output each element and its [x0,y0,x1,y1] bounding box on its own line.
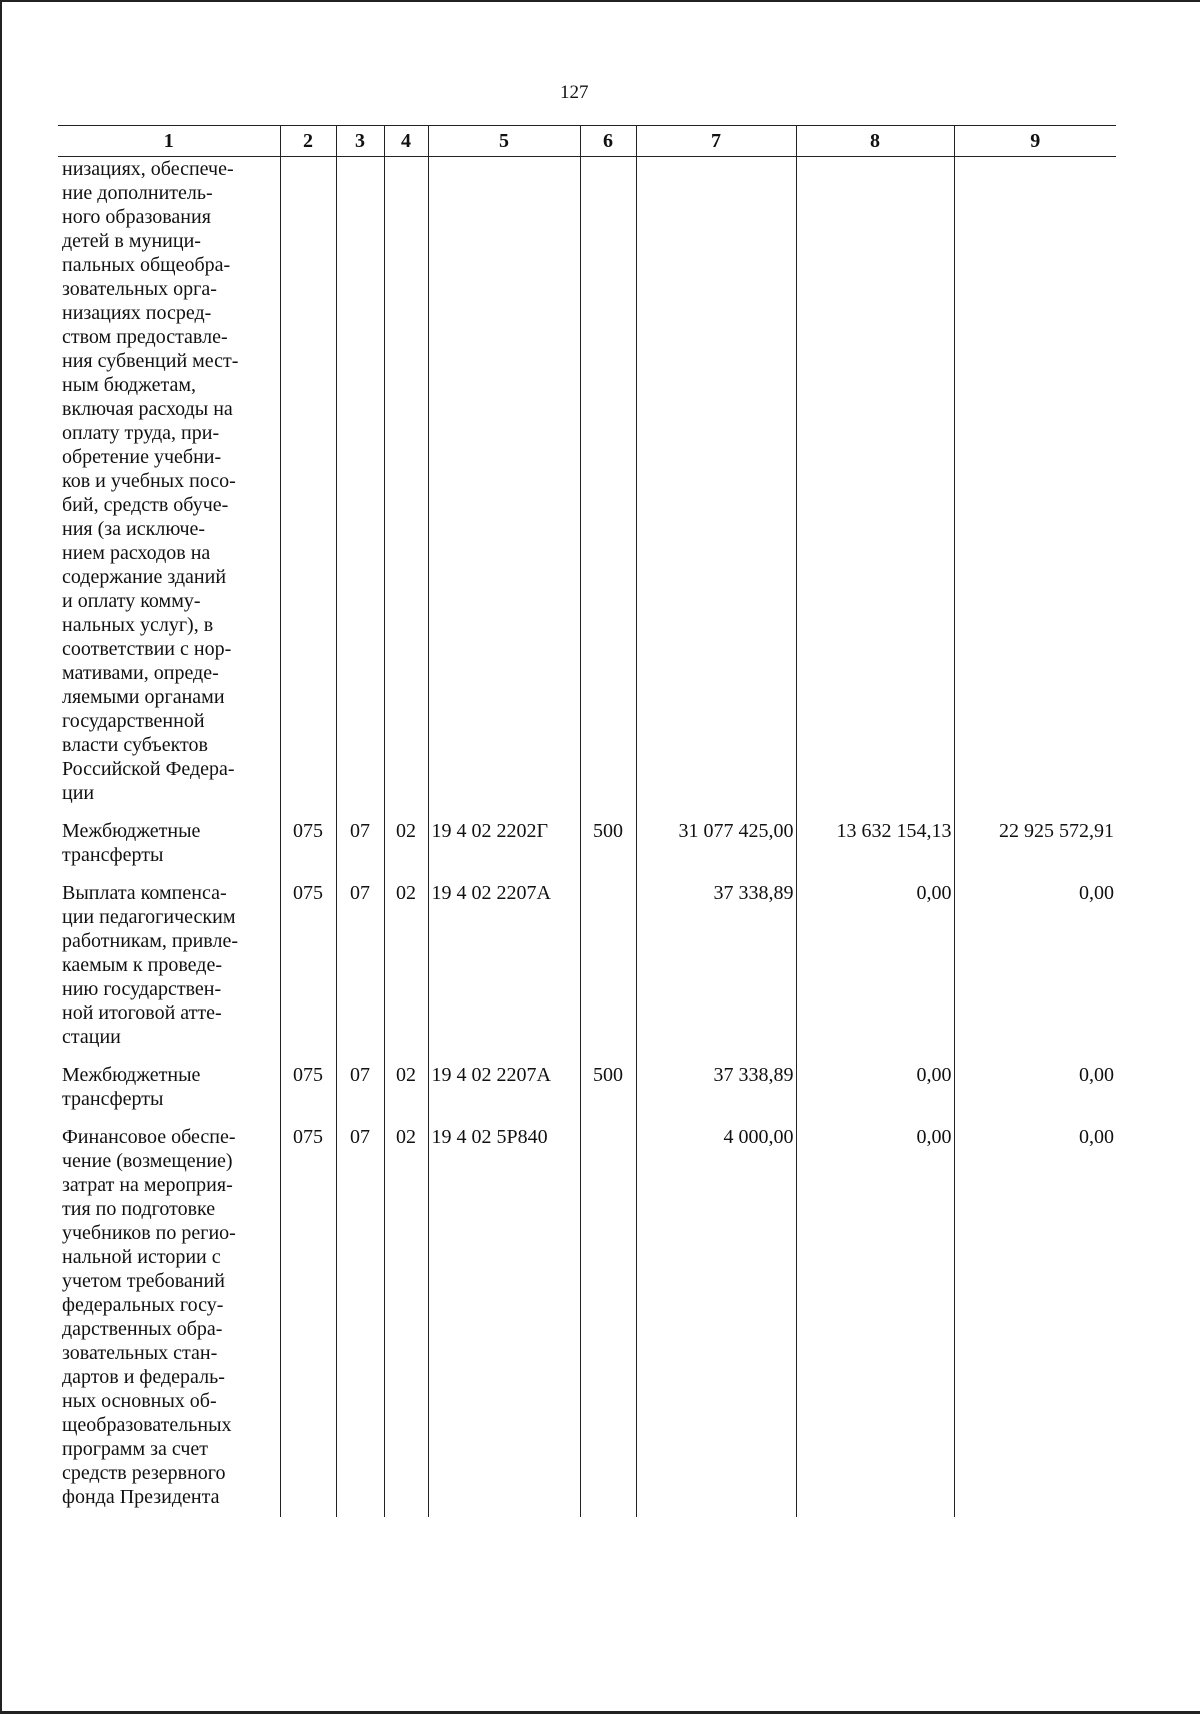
row-name-line: низациях, обеспече- [62,158,234,180]
row-name-line: тия по подготовке [62,1198,216,1220]
subsection-code: 02 [384,1125,428,1509]
row-name-line: учетом требований [62,1270,225,1292]
row-name-line: ством предоставле- [62,326,228,348]
table-body [58,157,1116,1518]
spacer-cell [636,867,796,881]
spacer-cell [428,805,580,819]
table-row [58,819,1116,867]
spacer-cell [580,805,636,819]
spacer-cell [428,867,580,881]
dept-code: 075 [280,881,336,1049]
amount-col-9 [954,157,1116,806]
spacer-cell [336,1509,384,1517]
row-name-line: государственной [62,710,205,732]
row-name-line: ных основных об- [62,1390,217,1412]
header-cell-3: 3 [336,126,384,157]
spacer-cell [58,1111,280,1125]
section-code: 07 [336,1063,384,1111]
spacer-cell [954,1509,1116,1517]
spacer-cell [280,1509,336,1517]
spacer-cell [428,1111,580,1125]
amount-col-7: 31 077 425,00 [636,819,796,867]
row-name-line: нием расходов на [62,542,211,564]
row-name-line: ние дополнитель- [62,182,213,204]
row-name-line: ной итоговой атте- [62,1002,222,1024]
row-name-line: зовательных стан- [62,1342,218,1364]
row-name-line: включая расходы на [62,398,233,420]
table-row [58,157,1116,806]
spacer-cell [796,805,954,819]
subsection-code: 02 [384,881,428,1049]
row-name-line: программ за счет [62,1438,209,1460]
row-name-line: Выплата компенса- [62,882,227,904]
spacer-cell [954,867,1116,881]
target-article-code [428,157,580,806]
spacer-cell [336,1049,384,1063]
row-name-line: федеральных госу- [62,1294,224,1316]
row-spacer [58,1111,1116,1125]
amount-col-9: 0,00 [954,1063,1116,1111]
row-name-line: зовательных орга- [62,278,217,300]
expense-type-code [580,157,636,806]
row-spacer [58,805,1116,819]
row-name-line: дарственных обра- [62,1318,223,1340]
amount-col-7: 4 000,00 [636,1125,796,1509]
budget-table [58,125,1116,1517]
target-article-code: 19 4 02 2207А [428,1063,580,1111]
spacer-cell [384,1509,428,1517]
row-spacer [58,1049,1116,1063]
spacer-cell [636,1049,796,1063]
spacer-cell [58,1049,280,1063]
section-code: 07 [336,1125,384,1509]
target-article-code: 19 4 02 5Р840 [428,1125,580,1509]
section-code: 07 [336,881,384,1049]
spacer-cell [384,1049,428,1063]
spacer-cell [580,1049,636,1063]
row-name-line: Межбюджетные [62,1064,201,1086]
spacer-cell [280,1049,336,1063]
expense-type-code: 500 [580,819,636,867]
dept-code [280,157,336,806]
spacer-cell [58,805,280,819]
row-name-line: обретение учебни- [62,446,222,468]
row-name-line: нальных услуг), в [62,614,214,636]
spacer-cell [384,805,428,819]
spacer-cell [954,1111,1116,1125]
header-cell-9: 9 [954,126,1116,157]
spacer-cell [384,1111,428,1125]
row-name-line: бий, средств обуче- [62,494,229,516]
row-name-line: щеобразовательных [62,1414,232,1436]
row-name-line: нию государствен- [62,978,222,1000]
dept-code: 075 [280,1125,336,1509]
target-article-code: 19 4 02 2202Г [428,819,580,867]
row-spacer [58,1509,1116,1517]
header-cell-6: 6 [580,126,636,157]
row-name-line: ния субвенций мест- [62,350,239,372]
dept-code: 075 [280,819,336,867]
spacer-cell [796,1049,954,1063]
row-name-line: оплату труда, при- [62,422,220,444]
dept-code: 075 [280,1063,336,1111]
section-code [336,157,384,806]
row-name-line: содержание зданий [62,566,227,588]
row-name-line: детей в муници- [62,230,201,252]
row-name-line: Российской Федера- [62,758,235,780]
row-name-line: соответствии с нор- [62,638,232,660]
amount-col-8 [796,157,954,806]
row-name-line: ного образования [62,206,211,228]
spacer-cell [580,867,636,881]
spacer-cell [280,1111,336,1125]
row-name-line: средств резервного [62,1462,226,1484]
expense-type-code [580,1125,636,1509]
spacer-cell [636,805,796,819]
spacer-cell [954,1049,1116,1063]
header-cell-5: 5 [428,126,580,157]
spacer-cell [636,1509,796,1517]
row-name-line: дартов и федераль- [62,1366,225,1388]
spacer-cell [58,1509,280,1517]
table-header-row [58,126,1116,157]
spacer-cell [280,867,336,881]
table-row [58,1063,1116,1111]
header-cell-1: 1 [58,126,280,157]
row-name-line: низациях посред- [62,302,212,324]
amount-col-8: 13 632 154,13 [796,819,954,867]
spacer-cell [384,867,428,881]
row-name-line: ния (за исключе- [62,518,206,540]
amount-col-9: 0,00 [954,881,1116,1049]
spacer-cell [796,1509,954,1517]
spacer-cell [336,1111,384,1125]
subsection-code: 02 [384,819,428,867]
amount-col-7: 37 338,89 [636,881,796,1049]
row-name-line: каемым к проведе- [62,954,222,976]
spacer-cell [428,1509,580,1517]
subsection-code: 02 [384,1063,428,1111]
amount-col-8: 0,00 [796,1125,954,1509]
row-name-line: и оплату комму- [62,590,201,612]
row-spacer [58,867,1116,881]
spacer-cell [796,867,954,881]
row-name-line: стации [62,1026,121,1048]
row-name-line: Финансовое обеспе- [62,1126,236,1148]
row-name-line: Межбюджетные [62,820,201,842]
row-name-line: власти субъектов [62,734,208,756]
row-name-line: чение (возмещение) [62,1150,233,1172]
row-name-line: нальной истории с [62,1246,221,1268]
row-name-cell [58,157,280,806]
row-name-cell [58,1125,280,1509]
table-row [58,881,1116,1049]
expense-type-code: 500 [580,1063,636,1111]
row-name-cell [58,1063,280,1111]
amount-col-7: 37 338,89 [636,1063,796,1111]
scan-edge-top [0,0,1200,2]
scan-edge-left [0,0,2,1714]
row-name-line: ков и учебных посо- [62,470,236,492]
spacer-cell [580,1509,636,1517]
header-cell-8: 8 [796,126,954,157]
spacer-cell [58,867,280,881]
spacer-cell [796,1111,954,1125]
row-name-line: трансферты [62,844,164,866]
amount-col-8: 0,00 [796,1063,954,1111]
target-article-code: 19 4 02 2207А [428,881,580,1049]
header-cell-4: 4 [384,126,428,157]
section-code: 07 [336,819,384,867]
row-name-line: мативами, опреде- [62,662,219,684]
amount-col-8: 0,00 [796,881,954,1049]
row-name-line: фонда Президента [62,1486,220,1508]
row-name-line: ции педагогическим [62,906,236,928]
row-name-cell [58,881,280,1049]
row-name-line: пальных общеобра- [62,254,231,276]
spacer-cell [954,805,1116,819]
expense-type-code [580,881,636,1049]
spacer-cell [336,867,384,881]
row-name-line: ным бюджетам, [62,374,197,396]
header-cell-7: 7 [636,126,796,157]
amount-col-9: 22 925 572,91 [954,819,1116,867]
row-name-line: ции [62,782,95,804]
spacer-cell [636,1111,796,1125]
table-row [58,1125,1116,1509]
row-name-cell [58,819,280,867]
row-name-line: затрат на мероприя- [62,1174,233,1196]
row-name-line: ляемыми органами [62,686,225,708]
spacer-cell [280,805,336,819]
page-number: 127 [560,82,589,103]
spacer-cell [580,1111,636,1125]
row-name-line: учебников по регио- [62,1222,236,1244]
subsection-code [384,157,428,806]
row-name-line: трансферты [62,1088,164,1110]
spacer-cell [428,1049,580,1063]
header-cell-2: 2 [280,126,336,157]
spacer-cell [336,805,384,819]
row-name-line: работникам, привле- [62,930,238,952]
amount-col-9: 0,00 [954,1125,1116,1509]
amount-col-7 [636,157,796,806]
